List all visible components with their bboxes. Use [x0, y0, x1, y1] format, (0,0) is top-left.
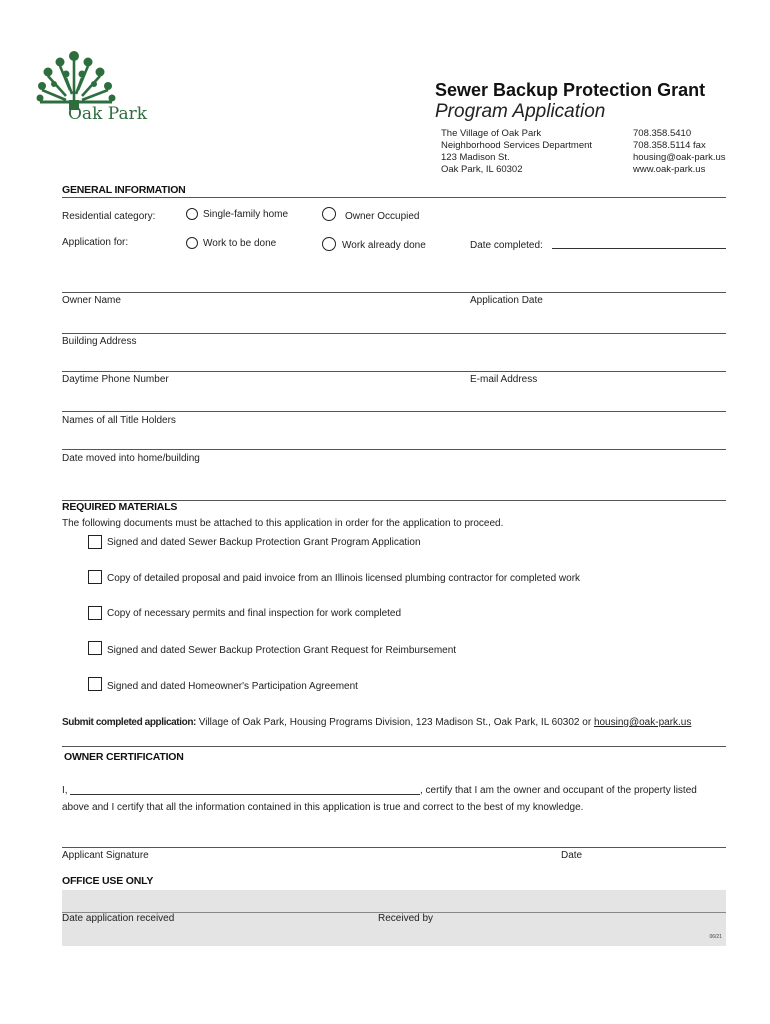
work-to-be-done-label: Work to be done	[203, 238, 277, 249]
work-to-be-done-radio[interactable]	[186, 237, 198, 249]
checkbox-agreement[interactable]	[88, 677, 102, 691]
received-by-label: Received by	[378, 913, 434, 924]
oak-tree-icon	[36, 50, 126, 112]
certification-line2: above and I certify that all the information contained in this application is true and correct to the best of my knowledge.	[62, 802, 584, 813]
phone: 708.358.5410	[633, 128, 692, 139]
office-use-heading: OFFICE USE ONLY	[62, 875, 154, 887]
logo-text: Oak Park	[68, 104, 148, 124]
work-already-done-label: Work already done	[342, 240, 426, 251]
oak-park-logo	[34, 50, 154, 130]
date-completed-field[interactable]	[552, 248, 726, 249]
owner-occupied-radio[interactable]	[322, 207, 336, 221]
submit-label: Submit completed application:	[62, 717, 196, 728]
certifier-name-field[interactable]	[70, 794, 420, 795]
checkbox-reimbursement[interactable]	[88, 641, 102, 655]
owner-name-field[interactable]	[62, 292, 726, 293]
checkbox-permits[interactable]	[88, 606, 102, 620]
department-address	[441, 128, 592, 176]
phone-email-field[interactable]	[62, 371, 726, 372]
website: www.oak-park.us	[633, 164, 706, 175]
required-materials-heading: REQUIRED MATERIALS	[62, 501, 178, 513]
address-line: The Village of Oak Park	[441, 128, 542, 139]
materials-intro: The following documents must be attached to this application in order for the application to proceed.	[62, 518, 504, 529]
signature-field[interactable]	[62, 847, 726, 848]
date-received-label: Date application received	[62, 913, 175, 924]
contact-email: housing@oak-park.us	[633, 152, 726, 163]
material-item: Copy of detailed proposal and paid invoice from an Illinois licensed plumbing contractor for completed work	[107, 573, 581, 584]
application-date-label: Application Date	[470, 295, 543, 306]
fax: 708.358.5114 fax	[633, 140, 706, 151]
address-line: Neighborhood Services Department	[441, 140, 593, 151]
contact-info	[633, 128, 726, 176]
work-already-done-radio[interactable]	[322, 237, 336, 251]
address-line: Oak Park, IL 60302	[441, 164, 523, 175]
date-moved-label: Date moved into home/building	[62, 453, 200, 464]
checkbox-application[interactable]	[88, 535, 102, 549]
office-use-box	[62, 890, 726, 946]
single-family-radio[interactable]	[186, 208, 198, 220]
certification-prefix: I,	[62, 785, 68, 796]
material-item: Signed and dated Sewer Backup Protection Grant Program Application	[107, 537, 421, 548]
revision-code: 06/21	[709, 934, 722, 940]
building-address-label: Building Address	[62, 336, 137, 347]
form-title: Sewer Backup Protection Grant	[435, 80, 706, 100]
title-holders-field[interactable]	[62, 411, 726, 412]
submit-email-link[interactable]: housing@oak-park.us	[593, 717, 692, 728]
signature-date-label: Date	[561, 850, 583, 861]
owner-occupied-label: Owner Occupied	[345, 211, 420, 222]
daytime-phone-label: Daytime Phone Number	[62, 374, 169, 385]
residential-category-label: Residential category:	[62, 211, 156, 222]
owner-name-label: Owner Name	[62, 295, 121, 306]
applicant-signature-label: Applicant Signature	[62, 850, 149, 861]
material-item: Copy of necessary permits and final inspection for work completed	[107, 608, 402, 619]
material-item: Signed and dated Sewer Backup Protection Grant Request for Reimbursement	[107, 645, 457, 656]
section-divider	[62, 746, 726, 747]
email-label: E-mail Address	[470, 374, 538, 385]
checkbox-invoice[interactable]	[88, 570, 102, 584]
single-family-label: Single-family home	[203, 209, 289, 220]
address-line: 123 Madison St.	[441, 152, 510, 163]
general-info-heading: GENERAL INFORMATION	[62, 184, 186, 196]
date-moved-field[interactable]	[62, 449, 726, 450]
certification-line1: , certify that I am the owner and occupant of the property listed	[420, 785, 697, 796]
owner-certification-heading: OWNER CERTIFICATION	[64, 751, 184, 763]
date-completed-label: Date completed:	[470, 240, 543, 251]
title-holders-label: Names of all Title Holders	[62, 415, 176, 426]
submit-address: Village of Oak Park, Housing Programs Division, 123 Madison St., Oak Park, IL 60302 or	[195, 717, 594, 728]
application-for-label: Application for:	[62, 237, 129, 248]
material-item: Signed and dated Homeowner's Participation Agreement	[107, 681, 358, 692]
section-divider	[62, 197, 726, 198]
form-subtitle: Program Application	[435, 101, 606, 122]
building-address-field[interactable]	[62, 333, 726, 334]
submit-instructions	[62, 717, 691, 728]
